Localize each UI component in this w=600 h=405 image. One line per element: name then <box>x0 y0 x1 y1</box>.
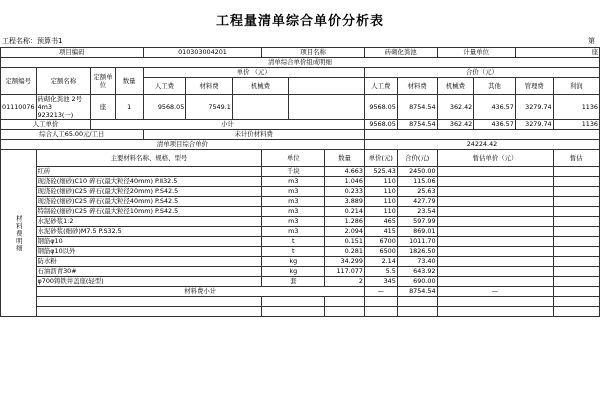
unit-total-value: 24224.42 <box>364 140 599 150</box>
material-unit-header: 单位 <box>262 150 325 167</box>
page-title: 工程量清单综合单价分析表 <box>215 14 384 29</box>
material-row: φ700铸铁井盖座(轻型) 套 2 345 690.00 <box>1 277 600 287</box>
materials-header-row <box>1 150 600 167</box>
materials-subtotal-dash: — <box>364 287 397 297</box>
total-material: 8754.54 <box>397 95 437 120</box>
composition-header-row-1 <box>1 68 600 78</box>
quota-code-header: 定额编号 <box>1 68 37 95</box>
project-name: 工程名称：预算书1 <box>2 37 63 45</box>
empty-row <box>1 297 600 307</box>
subtotal-profit: 1136 <box>553 120 599 130</box>
unit-material: 7549.1 <box>186 95 233 120</box>
labor-rate: 综合人工65.00元/工日 <box>1 130 144 140</box>
material-row: 水泥砂浆1:2 m3 1.286 465 597.99 <box>1 217 600 227</box>
materials-subtotal-row <box>1 287 600 297</box>
total-machine-header: 机械费 <box>437 78 474 95</box>
unit-machine-header: 机械费 <box>232 78 288 95</box>
quota-name: 砖砌化粪池 2号 4m3 923213(一) <box>36 95 91 120</box>
material-row: 防水粉 kg 34.299 2.14 73.40 <box>1 257 600 267</box>
material-row: 红砖 千块 4.663 525.43 2450.00 <box>1 167 600 177</box>
item-code-value: 010303004201 <box>143 48 262 58</box>
unpriced-label: 未计价材料费 <box>143 130 364 140</box>
total-mgmt: 3279.74 <box>515 95 553 120</box>
unit-material-header: 材料费 <box>186 78 233 95</box>
material-row: 钢筋φ10 t 0.151 6700 1011.70 <box>1 237 600 247</box>
quota-name-header: 定额名称 <box>36 68 91 95</box>
materials-side-label: 材料费明细 <box>1 150 37 317</box>
unit-empty-header <box>289 78 365 95</box>
quota-code: 01110076 <box>1 95 37 120</box>
subtotal-other: 436.57 <box>474 120 516 130</box>
unit-labor: 9568.05 <box>143 95 186 120</box>
total-mgmt-header: 管理费 <box>515 78 553 95</box>
material-row: 现浇砼(细砂)C25 碎石(最大粒径20mm) P.S42.5 m3 0.233 110 25.63 <box>1 187 600 197</box>
material-row: 特制砼(细砂)C25 碎石(最大粒径10mm) P.S42.5 m3 0.214 110 23.54 <box>1 207 600 217</box>
subtotal-label: 小计 <box>91 120 365 130</box>
unit-value: 座 <box>515 48 599 58</box>
materials-subtotal-value: 8754.54 <box>397 287 437 297</box>
materials-subtotal-est-dash: — <box>437 287 553 297</box>
unit-label: 计量单位 <box>437 48 515 58</box>
unit-total-row <box>1 140 600 150</box>
material-row: 水泥砂浆(细砂)M7.5 P.S32.5 m3 2.094 415 869.01 <box>1 227 600 237</box>
material-row: 现浇砼(细砂)C10 碎石(最大粒径40mm) P.Ⅱ32.5 m3 1.046 110 115.06 <box>1 177 600 187</box>
analysis-table <box>0 47 600 317</box>
quota-qty: 1 <box>115 95 143 120</box>
quota-row <box>1 95 600 120</box>
quantity-header: 数量 <box>115 68 143 95</box>
material-est-price-header: 暂估单价（元） <box>437 150 553 167</box>
labor-rate-row <box>1 130 600 140</box>
material-row: 现浇砼(细砂)C25 碎石(最大粒径40mm) P.S42.5 m3 3.889 110 427.79 <box>1 197 600 207</box>
material-total-header: 合价(元) <box>397 150 437 167</box>
composition-subtotal-row <box>1 120 600 130</box>
item-name-value: 砖砌化粪池 <box>364 48 437 58</box>
unit-price-header: 单价 （元） <box>143 68 364 78</box>
materials-subtotal-label: 材料费小计 <box>36 287 364 297</box>
total-labor-header: 人工费 <box>364 78 397 95</box>
total-profit: 1136 <box>553 95 599 120</box>
item-code-row <box>1 48 600 58</box>
unit-total-label: 清单项目综合单价 <box>1 140 365 150</box>
total-other: 436.57 <box>474 95 516 120</box>
composition-title: 清单综合单价组成明细 <box>1 58 600 68</box>
quota-unit-header: 定额单位 <box>91 68 116 95</box>
material-est-total-header: 暂估 <box>553 150 599 167</box>
labor-unit-label: 人工单价 <box>1 120 91 130</box>
total-labor: 9568.05 <box>364 95 397 120</box>
subtotal-mgmt: 3279.74 <box>515 120 553 130</box>
material-qty-header: 数量 <box>325 150 365 167</box>
unit-labor-header: 人工费 <box>143 78 186 95</box>
total-material-header: 材料费 <box>397 78 437 95</box>
subtotal-labor: 9568.05 <box>364 120 397 130</box>
subtotal-material: 8754.54 <box>397 120 437 130</box>
total-price-header: 合价（元） <box>364 68 599 78</box>
item-name-label: 项目名称 <box>262 48 365 58</box>
composition-title-row <box>1 58 600 68</box>
total-machine: 362.42 <box>437 95 474 120</box>
page-number-label: 第 <box>588 37 595 45</box>
material-row: 钢筋φ10以外 t 0.281 6500 1826.50 <box>1 247 600 257</box>
material-name-header: 主要材料名称、规格、型号 <box>36 150 262 167</box>
total-profit-header: 利润 <box>553 78 599 95</box>
empty-row <box>1 307 600 317</box>
item-code-label: 项目编码 <box>1 48 144 58</box>
quota-unit: 座 <box>91 95 116 120</box>
material-price-header: 单价(元) <box>364 150 397 167</box>
subtotal-machine: 362.42 <box>437 120 474 130</box>
material-row: 石油沥青30# kg 117.077 5.5 643.92 <box>1 267 600 277</box>
total-other-header: 其他 <box>474 78 516 95</box>
